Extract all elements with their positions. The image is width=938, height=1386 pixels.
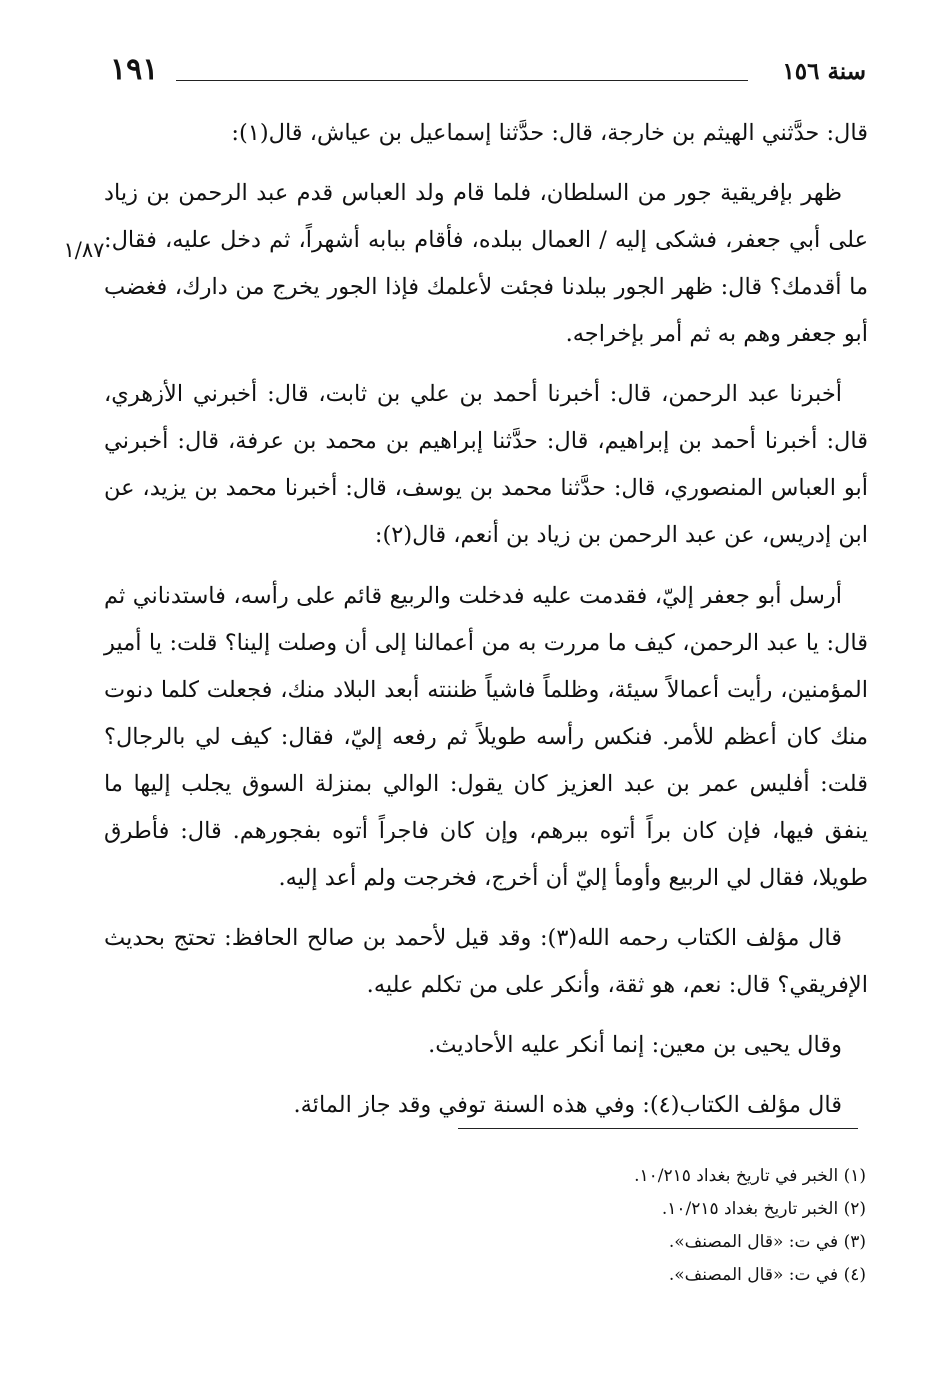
paragraph-narrative-1: ظهر بإفريقية جور من السلطان، فلما قام ولد العباس قدم عبد الرحمن بن زياد على أبي جعفر، فشكى إليه / العمال ببلده، فأقام ببابه أشهراً، ثم دخل عليه، فقال: ما أقدمك؟ قال: ظهر الجور ببلدنا فجئت لأعلمك فإذا الجور يخرج من دارك، فغضب أبو جعفر وهم به ثم أمر بإخراجه. bbox=[104, 180, 868, 347]
paragraph-isnad-1: قال: حدَّثني الهيثم بن خارجة، قال: حدَّثنا إسماعيل بن عياش، قال(١): bbox=[231, 120, 868, 146]
main-text bbox=[104, 110, 868, 1129]
paragraph-author-note-1: قال مؤلف الكتاب رحمه الله(٣): وقد قيل لأحمد بن صالح الحافظ: تحتج بحديث الإفريقي؟ قال: نعم، هو ثقة، وأنكر على من تكلم عليه. bbox=[104, 925, 868, 998]
footnote-1: (١) الخبر في تاريخ بغداد ١٠/٢١٥. bbox=[634, 1166, 866, 1186]
paragraph-narrative-2: أرسل أبو جعفر إليّ، فقدمت عليه فدخلت والربيع قائم على رأسه، فاستدناني ثم قال: يا عبد الرحمن، كيف ما مررت به من أعمالنا إلى أن وصلت إلينا؟ قلت: يا أمير المؤمنين، رأيت أعمالاً سيئة، وظلماً فاشياً ظننته أبعد البلاد منك، فجعلت كلما دنوت منك كان أعظم للأمر. فنكس رأسه طويلاً ثم رفعه إليّ، فقال: كيف لي بالرجال؟ قلت: أفليس عمر بن عبد العزيز كان يقول: الوالي بمنزلة السوق يجلب إليها ما ينفق فيها، فإن كان براً أتوه ببرهم، وإن كان فاجراً أتوه بفجورهم. قال: فأطرق طويلا، فقال لي الربيع وأومأ إليّ أن أخرج، فخرجت ولم أعد إليه. bbox=[104, 583, 868, 891]
footnote-2: (٢) الخبر تاريخ بغداد ١٠/٢١٥. bbox=[661, 1199, 866, 1219]
header-rule bbox=[176, 80, 748, 81]
footnote-3: (٣) في ت: «قال المصنف». bbox=[668, 1232, 866, 1252]
footnote-4: (٤) في ت: «قال المصنف». bbox=[668, 1265, 866, 1285]
paragraph-yahya: وقال يحيى بن معين: إنما أنكر عليه الأحاديث. bbox=[428, 1032, 842, 1058]
running-title: سنة ١٥٦ bbox=[782, 58, 866, 85]
page-header bbox=[110, 52, 866, 98]
footnotes bbox=[266, 1160, 866, 1292]
paragraph-author-note-2: قال مؤلف الكتاب(٤): وفي هذه السنة توفي وقد جاز المائة. bbox=[293, 1092, 842, 1118]
footnote-separator bbox=[458, 1128, 858, 1129]
page-number: ١٩١ bbox=[110, 52, 159, 87]
paragraph-isnad-2: أخبرنا عبد الرحمن، قال: أخبرنا أحمد بن علي بن ثابت، قال: أخبرني الأزهري، قال: أخبرنا أحمد بن إبراهيم، قال: حدَّثنا إبراهيم بن محمد بن عرفة، قال: أخبرني أبو العباس المنصوري، قال: حدَّثنا محمد بن يوسف، قال: أخبرنا محمد بن يزيد، عن ابن إدريس، عن عبد الرحمن بن زياد بن أنعم، قال(٢): bbox=[104, 381, 868, 548]
margin-folio-note: ١/٨٧ bbox=[63, 238, 105, 262]
